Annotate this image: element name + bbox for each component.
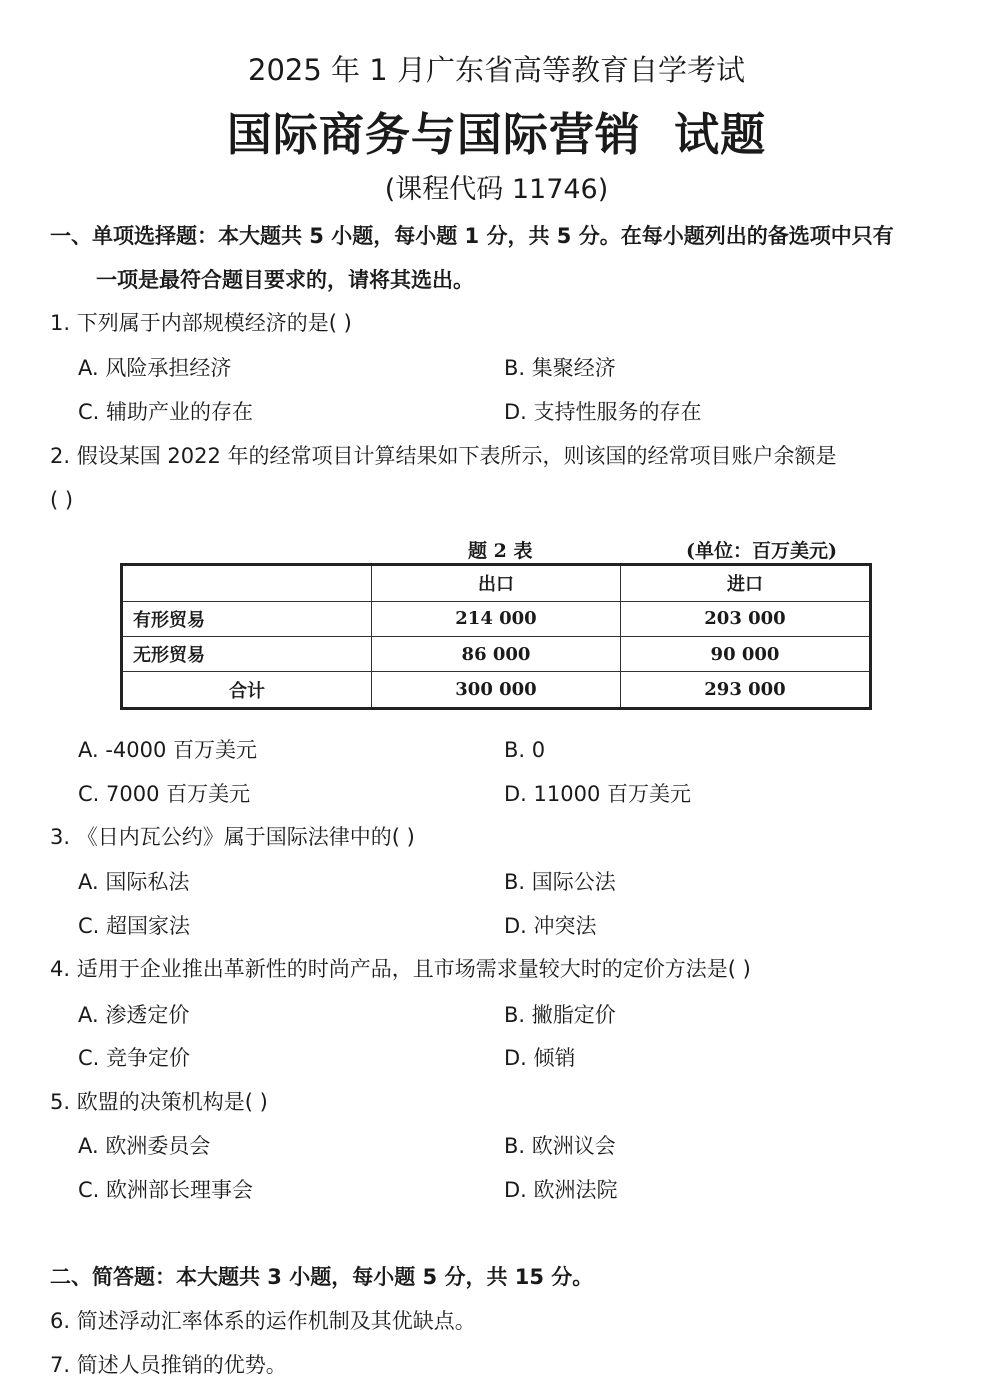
question-5-stem: 5. 欧盟的决策机构是( ) [50, 1090, 268, 1114]
table-header-cell [122, 565, 372, 602]
question-3-option-c: C. 超国家法 [78, 914, 191, 938]
question-1-option-c: C. 辅助产业的存在 [78, 400, 254, 424]
question-2-paren: ( ) [50, 488, 74, 512]
question-4-stem: 4. 适用于企业推出革新性的时尚产品，且市场需求量较大时的定价方法是( ) [50, 957, 751, 981]
section2-heading: 二、简答题：本大题共 3 小题，每小题 5 分，共 15 分。 [50, 1265, 594, 1289]
question-1-option-d: D. 支持性服务的存在 [504, 400, 702, 424]
question-5-option-b: B. 欧洲议会 [504, 1134, 616, 1158]
question-1-option-a: A. 风险承担经济 [78, 356, 232, 380]
question-5-option-a: A. 欧洲委员会 [78, 1134, 211, 1158]
section1-heading-line1: 一、单项选择题：本大题共 5 小题，每小题 1 分，共 5 分。在每小题列出的备选项中只有 [50, 224, 894, 248]
table-row [122, 672, 871, 709]
question-2-option-d: D. 11000 百万美元 [504, 782, 692, 806]
table-caption: 题 2 表 [468, 540, 533, 562]
table-cell: 合计 [122, 672, 372, 709]
question-3-stem: 3. 《日内瓦公约》属于国际法律中的( ) [50, 825, 415, 849]
question-3-option-b: B. 国际公法 [504, 870, 616, 894]
table-header-cell: 出口 [372, 565, 621, 602]
question-7-stem: 7. 简述人员推销的优势。 [50, 1353, 287, 1377]
trade-table [120, 563, 872, 710]
question-4-option-d: D. 倾销 [504, 1046, 576, 1070]
table-cell: 293 000 [621, 672, 871, 709]
table-cell: 有形贸易 [122, 601, 372, 636]
question-5-option-d: D. 欧洲法院 [504, 1178, 618, 1202]
table-unit: (单位：百万美元) [686, 540, 837, 562]
question-2-option-a: A. -4000 百万美元 [78, 738, 258, 762]
exam-title: 国际商务与国际营销 试题 [226, 108, 767, 161]
course-code: (课程代码 11746) [384, 174, 609, 205]
question-4-option-a: A. 渗透定价 [78, 1003, 190, 1027]
table-header-cell: 进口 [621, 565, 871, 602]
question-3-option-d: D. 冲突法 [504, 914, 597, 938]
table-cell: 无形贸易 [122, 636, 372, 671]
question-6-stem: 6. 简述浮动汇率体系的运作机制及其优缺点。 [50, 1309, 476, 1333]
table-header-row [122, 565, 871, 602]
table-cell: 90 000 [621, 636, 871, 671]
table-row [122, 636, 871, 671]
question-5-option-c: C. 欧洲部长理事会 [78, 1178, 254, 1202]
question-3-option-a: A. 国际私法 [78, 870, 190, 894]
question-1-stem: 1. 下列属于内部规模经济的是( ) [50, 311, 352, 335]
question-4-option-b: B. 撇脂定价 [504, 1003, 616, 1027]
table-cell: 203 000 [621, 601, 871, 636]
question-1-option-b: B. 集聚经济 [504, 356, 616, 380]
table-cell: 300 000 [372, 672, 621, 709]
exam-header: 2025 年 1 月广东省高等教育自学考试 [248, 53, 745, 87]
table-cell: 214 000 [372, 601, 621, 636]
section1-heading [50, 214, 945, 302]
question-2-option-c: C. 7000 百万美元 [78, 782, 251, 806]
table-row [122, 601, 871, 636]
question-2-stem: 2. 假设某国 2022 年的经常项目计算结果如下表所示，则该国的经常项目账户余额是 [50, 444, 837, 468]
table-cell: 86 000 [372, 636, 621, 671]
question-2-option-b: B. 0 [504, 738, 546, 762]
section1-heading-line2: 一项是最符合题目要求的，请将其选出。 [96, 268, 474, 292]
question-4-option-c: C. 竞争定价 [78, 1046, 191, 1070]
